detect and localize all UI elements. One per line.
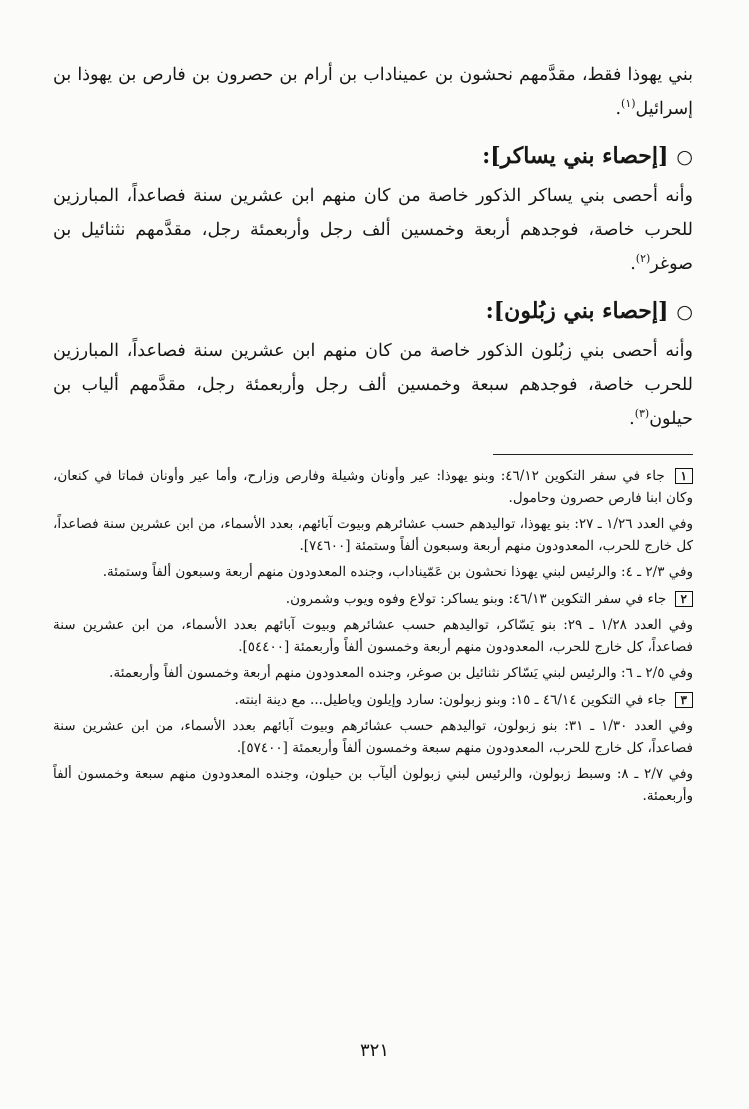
zebulun-paragraph: وأنه أحصى بني زبُلون الذكور خاصة من كان منهم ابن عشرين سنة فصاعداً، المبارزين للحرب خاصة، فوجدهم سبعة وخمسين ألف رجل وأربعمئة رجل، مقدَّمهم ألياب بن حيلون$^{(٣)}$. — [53, 341, 693, 429]
footnote-ref-3[interactable]: (٣) — [634, 407, 650, 421]
footnote-number-box: ٣ — [675, 692, 693, 708]
footnote-2-para-1 — [53, 589, 693, 611]
footnote-ref-2[interactable]: (٢) — [635, 252, 651, 266]
footnote-text: جاء في سفر التكوين ٤٦/١٢: وبنو يهوذا: عير وأونان وشيلة وفارص وزارح، وأما عير وأونان فماتا في كنعان، وكان ابنا فارص حصرون وحامول. — [53, 468, 693, 506]
footnote-number-box: ١ — [675, 468, 693, 484]
footnote-1-para-3: وفي ٢/٣ ـ ٤: والرئيس لبني يهوذا نحشون بن عَمّيناداب، وجنده المعدودون منهم أربعة وسبعون ألفاً وستمئة. — [102, 564, 693, 580]
footnote-3-para-1 — [53, 690, 693, 712]
bullet-icon: ○ — [676, 301, 693, 323]
footnote-ref-1[interactable]: (١) — [621, 97, 636, 111]
heading-text: [إحصاء بني يساكر]: — [482, 143, 669, 169]
footnotes — [53, 466, 693, 812]
footnote-3-para-3: وفي ٢/٧ ـ ٨: وسبط زبولون، والرئيس لبني زبولون أليآب بن حيلون، وجنده المعدودون منهم سبعة وخمسون ألفاً وأربعمئة. — [53, 766, 693, 804]
footnote-text: جاء في سفر التكوين ٤٦/١٣: وبنو يساكر: تولاع وفوه ويوب وشمرون. — [285, 590, 667, 607]
footnote-text: جاء في التكوين ٤٦/١٤ ـ ١٥: وبنو زبولون: سارد وإيلون وياطيل... مع دينة ابنته. — [234, 691, 667, 708]
footnote-2-para-3: وفي ٢/٥ ـ ٦: والرئيس لبني يَسّاكر نثنائيل بن صوغر، وجنده المعدودون منهم أربعة وخمسون ألفاً وأربعمئة. — [109, 665, 693, 681]
paragraph-text: وأنه أحصى بني يساكر الذكور خاصة من كان منهم ابن عشرين سنة فصاعداً، المبارزين للحرب خاصة، فوجدهم أربعة وخمسين ألف رجل وأربعمئة رجل، مقدَّمهم نثنائيل بن صوغر — [53, 186, 693, 274]
footnote-1-para-2: وفي العدد ١/٢٦ ـ ٢٧: بنو يهوذا، تواليدهم حسب عشائرهم وبيوت آبائهم، بعدد الأسماء، من ابن عشرين سنة فصاعداً، كل خارج للحرب، المعدودون منهم أربعة وسبعون ألفاً وستمئة [٧٤٦٠٠]. — [53, 516, 693, 554]
page-number: ٣٢١ — [359, 1040, 389, 1061]
main-text — [53, 58, 693, 436]
intro-paragraph: بني يهوذا فقط، مقدَّمهم نحشون بن عميناداب بن أرام بن حصرون بن فارص بن يهوذا بن إسرائيل$^{(١)}$. — [53, 65, 693, 119]
section-heading-issachar — [53, 138, 693, 175]
issachar-paragraph: وأنه أحصى بني يساكر الذكور خاصة من كان منهم ابن عشرين سنة فصاعداً، المبارزين للحرب خاصة، فوجدهم أربعة وخمسين ألف رجل وأربعمئة رجل، مقدَّمهم نثنائيل بن صوغر$^{(٢)}$. — [53, 186, 693, 274]
footnote-2-para-2: وفي العدد ١/٢٨ ـ ٢٩: بنو يَسّاكر، تواليدهم حسب عشائرهم وبيوت آبائهم بعدد الأسماء، من ابن عشرين سنة فصاعداً، كل خارج للحرب، المعدودون منهم أربعة وخمسون ألفاً وأربعمئة [٥٤٤٠٠]. — [53, 617, 693, 655]
footnote-number-box: ٢ — [675, 591, 693, 607]
section-heading-zebulun — [53, 293, 693, 330]
footnote-3-para-2: وفي العدد ١/٣٠ ـ ٣١: بنو زبولون، تواليدهم حسب عشائرهم وبيوت آبائهم بعدد الأسماء، من ابن عشرين سنة فصاعداً، كل خارج للحرب، المعدودون منهم سبعة وخمسون ألفاً وأربعمئة [٥٧٤٠٠]. — [53, 718, 693, 756]
footnote-1-para-1 — [53, 466, 693, 509]
footnote-divider — [493, 454, 693, 455]
heading-text: [إحصاء بني زبُلون]: — [485, 298, 669, 324]
intro-text: بني يهوذا فقط، مقدَّمهم نحشون بن عميناداب بن أرام بن حصرون بن فارص بن يهوذا بن إسرائيل — [53, 65, 693, 119]
bullet-icon: ○ — [676, 146, 693, 168]
paragraph-text: وأنه أحصى بني زبُلون الذكور خاصة من كان منهم ابن عشرين سنة فصاعداً، المبارزين للحرب خاصة، فوجدهم سبعة وخمسين ألف رجل وأربعمئة رجل، مقدَّمهم ألياب بن حيلون — [53, 341, 693, 429]
